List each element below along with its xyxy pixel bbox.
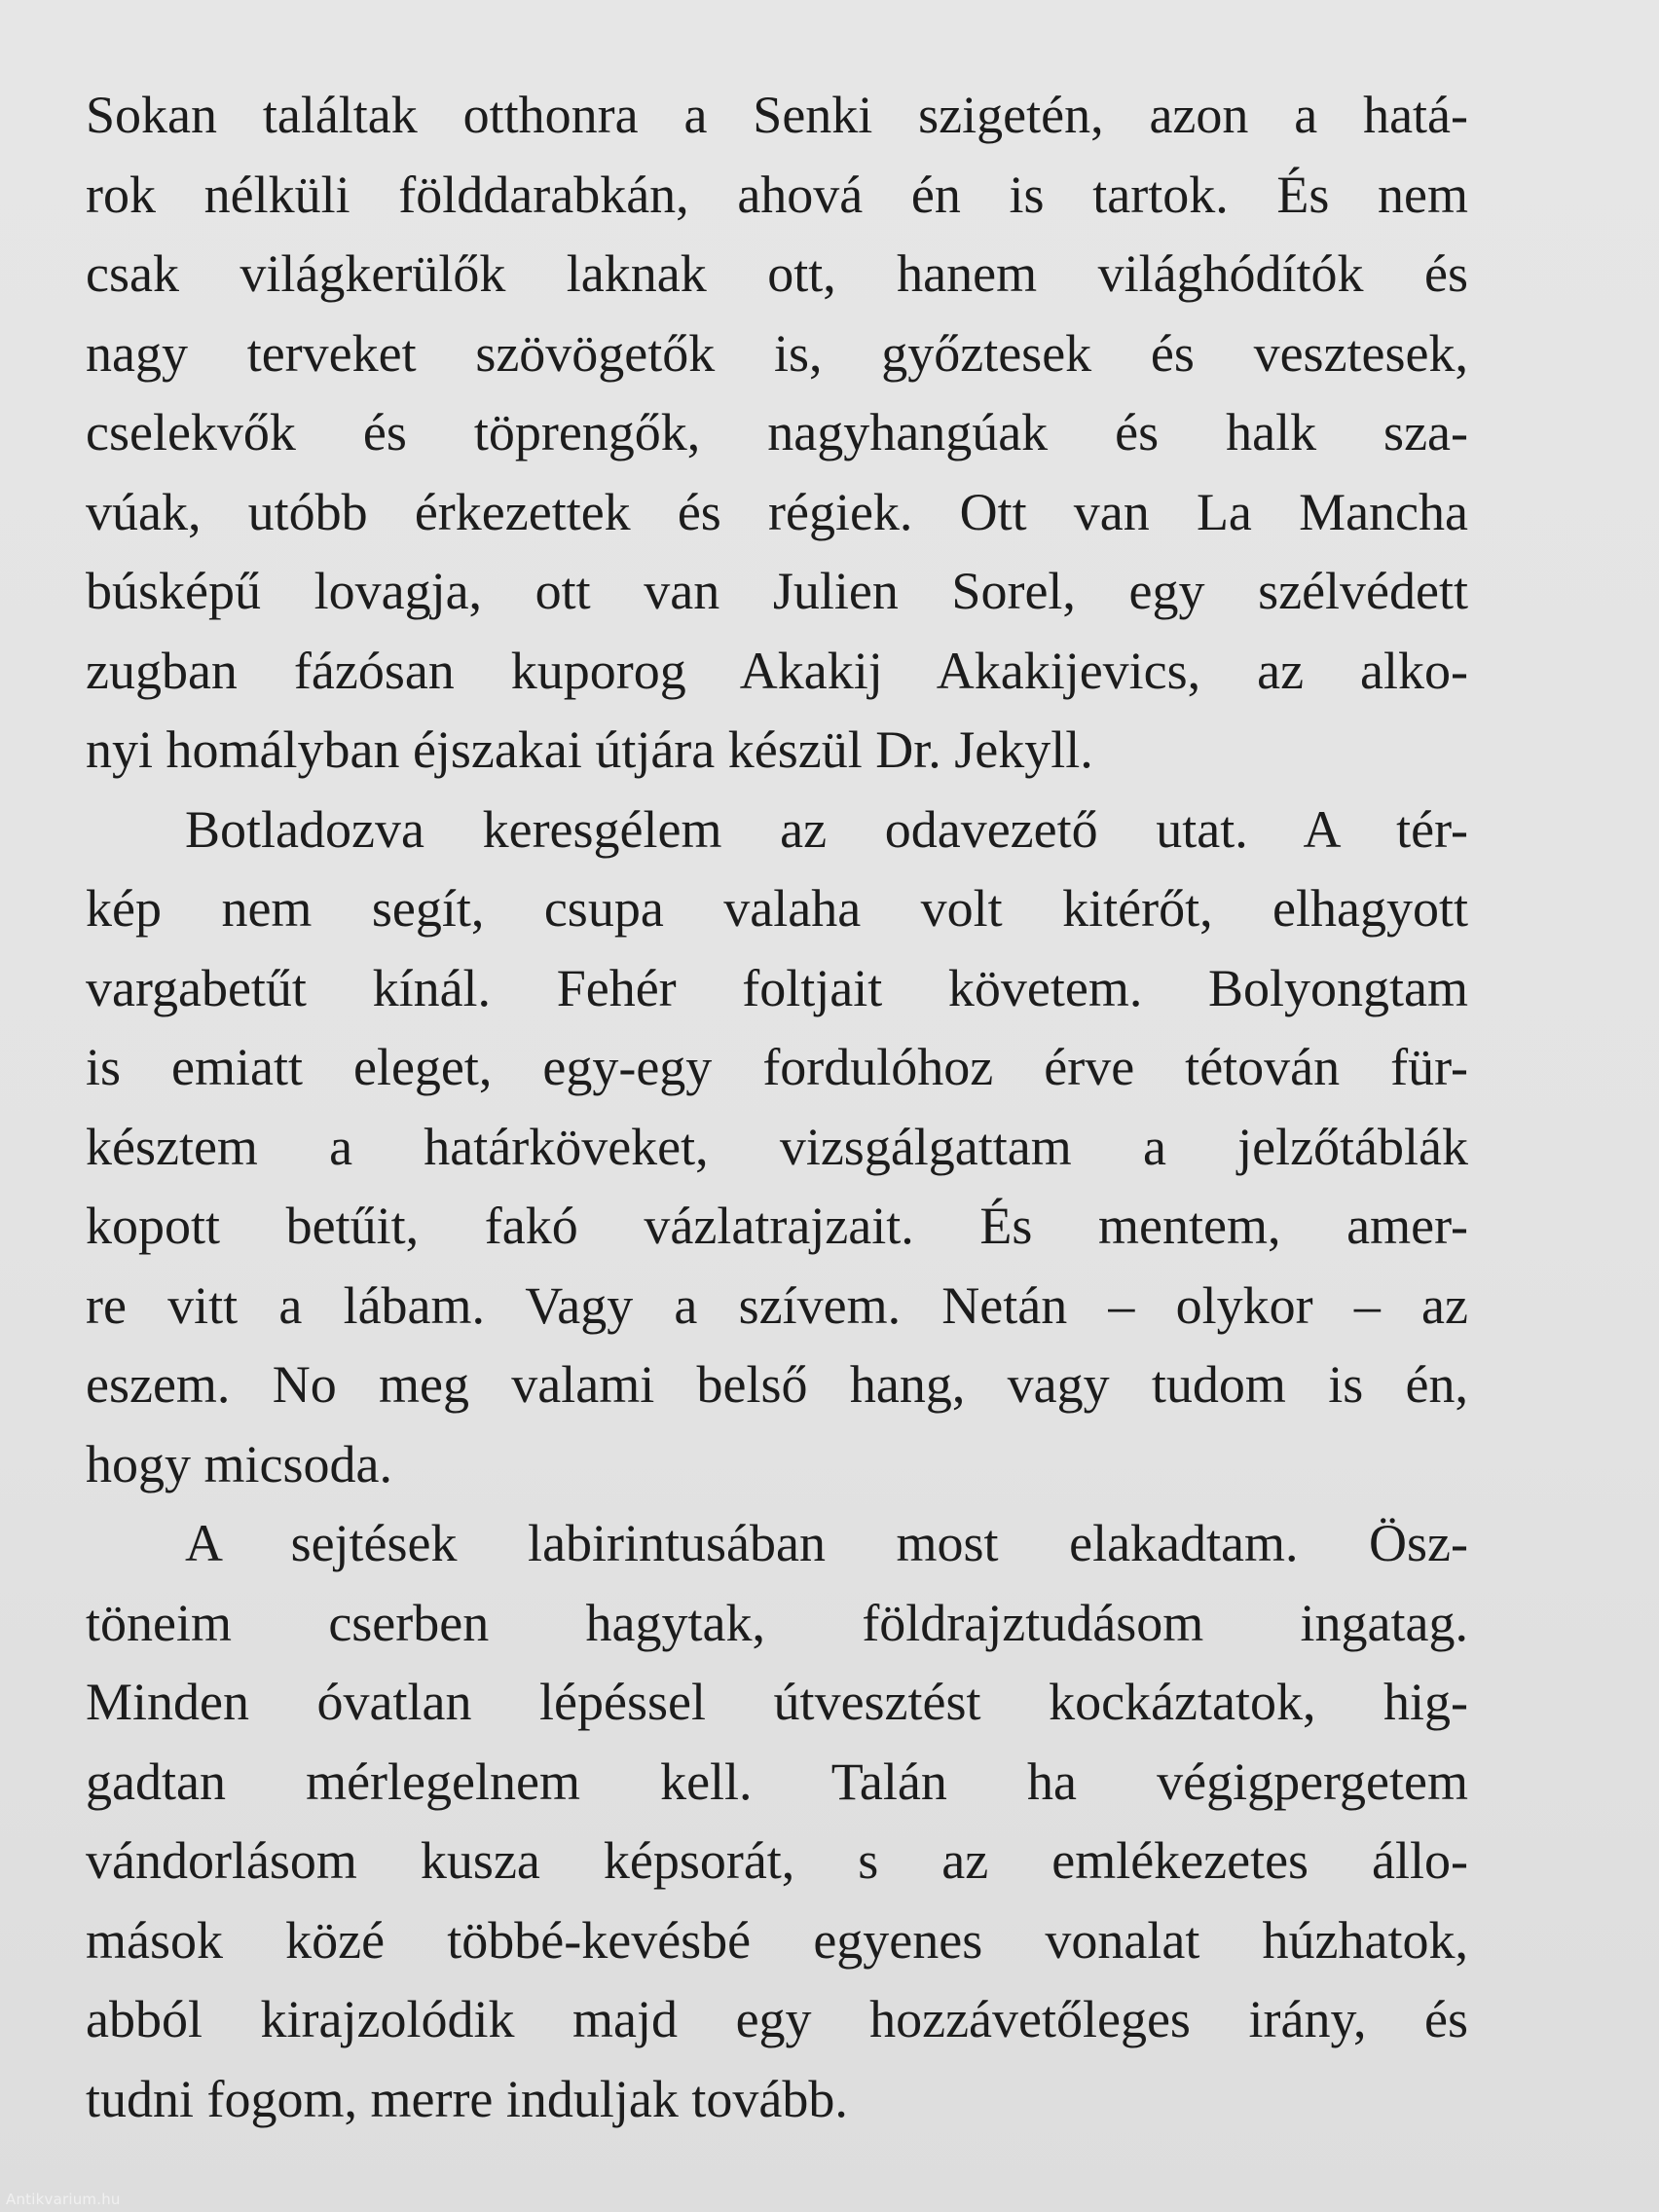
- text-line: rok nélküli földdarabkán, ahová én is tartok. És nem: [86, 165, 1468, 224]
- text-line: kép nem segít, csupa valaha volt kitérőt, elhagyott: [86, 879, 1468, 938]
- text-line: nagy terveket szövögetők is, győztesek és vesztesek,: [86, 323, 1468, 383]
- paragraph-1: [86, 76, 1468, 791]
- text-line: gadtan mérlegelnem kell. Talán ha végigpergetem: [86, 1751, 1468, 1811]
- text-line: késztem a határköveket, vizsgálgattam a jelzőtáblák: [86, 1117, 1468, 1176]
- text-line: Sokan találtak otthonra a Senki szigetén, azon a hatá-: [86, 86, 1468, 144]
- text-line: Minden óvatlan lépéssel útvesztést kockáztatok, hig-: [86, 1673, 1468, 1731]
- text-line: nyi homályban éjszakai útjára készül Dr. Jekyll.: [86, 720, 1093, 779]
- paragraph-2: [86, 791, 1468, 1505]
- body-text: [86, 76, 1468, 2139]
- text-line: Botladozva keresgélem az odavezető utat. A tér-: [185, 799, 1468, 859]
- text-line: vúak, utóbb érkezettek és régiek. Ott van La Mancha: [86, 482, 1468, 541]
- text-line: cselekvők és töprengők, nagyhangúak és halk sza-: [86, 403, 1468, 461]
- text-line: búsképű lovagja, ott van Julien Sorel, egy szélvédett: [86, 562, 1468, 620]
- text-line: mások közé többé-kevésbé egyenes vonalat húzhatok,: [86, 1910, 1468, 1970]
- text-line: csak világkerülők laknak ott, hanem világhódítók és: [86, 244, 1468, 303]
- text-line: abból kirajzolódik majd egy hozzávetőleges irány, és: [86, 1990, 1468, 2048]
- text-line: hogy micsoda.: [86, 1434, 392, 1493]
- watermark: Antikvarium.hu: [6, 2191, 121, 2208]
- text-line: töneim cserben hagytak, földrajztudásom ingatag.: [86, 1593, 1468, 1652]
- text-line: tudni fogom, merre induljak tovább.: [86, 2069, 848, 2128]
- text-line: vargabetűt kínál. Fehér foltjait követem. Bolyongtam: [86, 958, 1468, 1017]
- text-line: is emiatt eleget, egy-egy fordulóhoz érve tétován für-: [86, 1038, 1468, 1096]
- text-line: eszem. No meg valami belső hang, vagy tudom is én,: [86, 1355, 1468, 1414]
- text-line: vándorlásom kusza képsorát, s az emlékezetes állo-: [86, 1831, 1468, 1890]
- paragraph-3: [86, 1504, 1468, 2139]
- text-line: zugban fázósan kuporog Akakij Akakijevics, az alko-: [86, 641, 1468, 700]
- text-line: kopott betűit, fakó vázlatrajzait. És mentem, amer-: [86, 1197, 1468, 1255]
- text-line: re vitt a lábam. Vagy a szívem. Netán – olykor – az: [86, 1275, 1468, 1335]
- text-line: A sejtések labirintusában most elakadtam. Ösz-: [185, 1514, 1468, 1572]
